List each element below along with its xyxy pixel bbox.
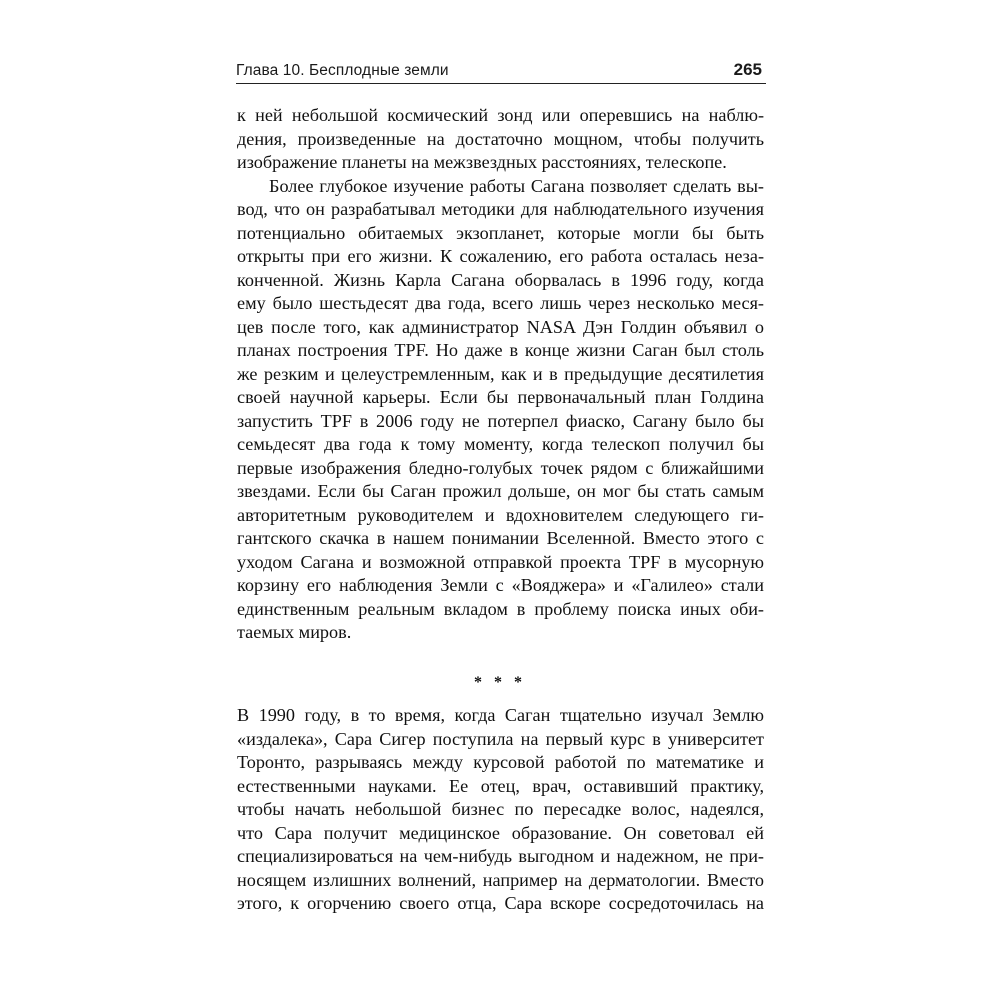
text-line: носящем излишних волнений, например на дерматологии. Вместо bbox=[237, 869, 764, 890]
text-line: авторитетным руководителем и вдохновителем следующего ги- bbox=[237, 504, 764, 525]
chapter-title: Глава 10. Бесплодные земли bbox=[236, 62, 449, 79]
text-line: гантского скачка в нашем понимании Вселенной. Вместо этого с bbox=[237, 528, 764, 548]
page-number: 265 bbox=[733, 60, 762, 79]
text-line: чтобы начать небольшой бизнес по пересадке волос, надеялся, bbox=[237, 799, 764, 819]
text-line: Более глубокое изучение работы Сагана позволяет сделать вы- bbox=[269, 175, 764, 196]
text-line: открыты при его жизни. К сожалению, его работа осталась неза- bbox=[237, 246, 764, 266]
text-line: таемых миров. bbox=[237, 622, 352, 642]
text-line: цев после того, как администратор NASA Дэн Голдин объявил о bbox=[237, 316, 764, 337]
text-line: первые изображения бледно-голубых точек рядом с ближайшими bbox=[237, 457, 764, 478]
text-line: семьдесят два года к тому моменту, когда телескоп получил бы bbox=[237, 434, 764, 454]
text-line: конченной. Жизнь Карла Сагана оборвалась в 1996 году, когда bbox=[237, 269, 764, 290]
text-block-bottom bbox=[237, 704, 764, 916]
running-head bbox=[236, 60, 766, 82]
text-line: запустить TPF в 2006 году не потерпел фиаско, Сагану было бы bbox=[237, 410, 764, 431]
text-line: что Сара получит медицинское образование. Он советовал ей bbox=[237, 822, 764, 843]
separator-asterisks: * * * bbox=[474, 674, 526, 691]
text-line: единственным реальным вкладом в проблему поиска иных оби- bbox=[237, 598, 764, 619]
section-separator bbox=[0, 674, 1000, 692]
text-line: же резким и целеустремленным, как и в предыдущие десятилетия bbox=[237, 363, 764, 384]
text-line: планах построения TPF. Но даже в конце жизни Саган был столь bbox=[237, 340, 764, 360]
text-line: уходом Сагана и возможной отправкой проекта TPF в мусорную bbox=[237, 551, 764, 572]
text-line: к ней небольшой космический зонд или оперевшись на наблю- bbox=[237, 105, 764, 125]
text-line: звездами. Если бы Саган прожил дольше, он мог бы стать самым bbox=[237, 481, 764, 501]
text-line: изображение планеты на межзвездных расстояниях, телескопе. bbox=[237, 152, 727, 172]
text-line: своей научной карьеры. Если бы первоначальный план Голдина bbox=[237, 387, 764, 407]
text-line: дения, произведенные на достаточно мощном, чтобы получить bbox=[237, 128, 764, 149]
text-block-top bbox=[237, 104, 764, 645]
text-line: «издалека», Сара Сигер поступила на первый курс в университет bbox=[237, 728, 764, 749]
header-rule bbox=[236, 83, 766, 84]
text-line: потенциально обитаемых экзопланет, которые могли бы быть bbox=[237, 222, 764, 243]
text-line: этого, к огорчению своего отца, Сара вскоре сосредоточилась на bbox=[237, 893, 764, 913]
text-line: ему было шестьдесят два года, всего лишь через несколько меся- bbox=[237, 293, 764, 313]
text-line: Торонто, разрываясь между курсовой работой по математике и bbox=[237, 752, 764, 772]
text-line: естественными науками. Ее отец, врач, оставивший практику, bbox=[237, 775, 764, 796]
text-line: корзину его наблюдения Земли с «Вояджера» и «Галилео» стали bbox=[237, 575, 764, 595]
text-line: специализироваться на чем-нибудь выгодном и надежном, не при- bbox=[237, 846, 764, 866]
text-line: вод, что он разрабатывал методики для наблюдательного изучения bbox=[237, 199, 764, 219]
text-line: В 1990 году, в то время, когда Саган тщательно изучал Землю bbox=[237, 705, 764, 725]
